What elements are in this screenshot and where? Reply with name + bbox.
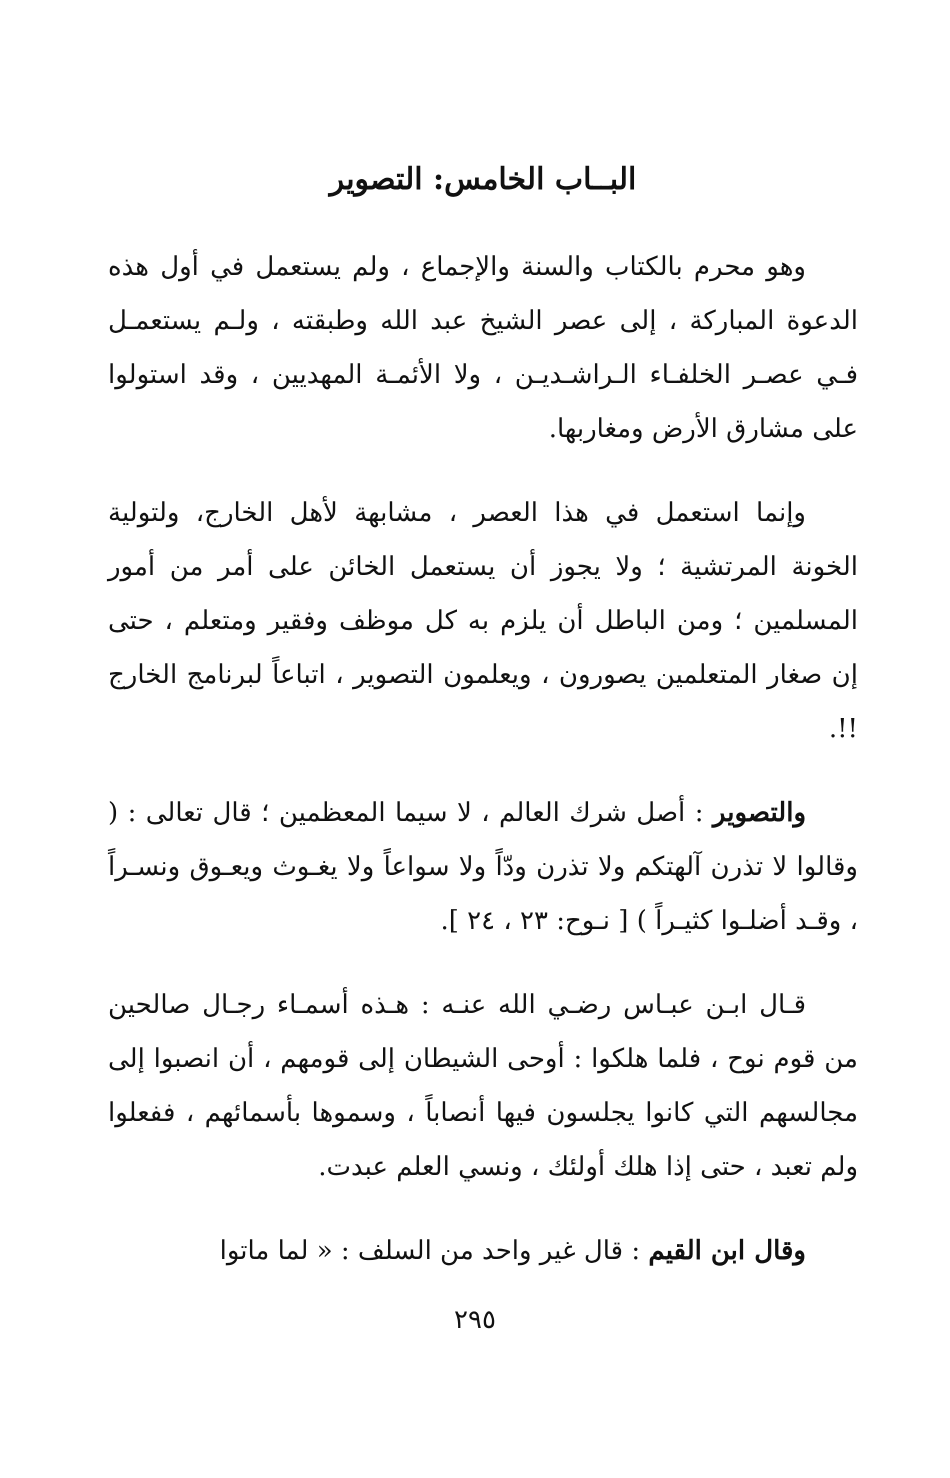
paragraph-5	[108, 1224, 858, 1278]
paragraph-2	[108, 486, 858, 756]
document-page	[108, 150, 858, 1368]
paragraph-4	[108, 978, 858, 1194]
paragraph-text: قـال ابـن عبـاس رضـي الله عنـه : هـذه أسمـاء رجـال صالحين من قوم نوح ، فلما هلكوا : أوحى الشيطان إلى قومهم ، أن انصبوا إلى مجالسهم التي كانوا يجلسون فيها أنصاباً ، وسموها بأسمائهم ، ففعلوا ولم تعبد ، حتى إذا هلك أولئك ، ونسي العلم عبدت.	[108, 990, 858, 1182]
paragraph-text: وإنما استعمل في هذا العصر ، مشابهة لأهل الخارج، ولتولية الخونة المرتشية ؛ ولا يجوز أن يستعمل الخائن على أمر من أمور المسلمين ؛ ومن الباطل أن يلزم به كل موظف وفقير ومتعلم ، حتى إن صغار المتعلمين يصورون ، ويعلمون التصوير ، اتباعاً لبرنامج الخارج !!.	[108, 498, 858, 744]
paragraph-lead: وقال ابن القيم	[648, 1236, 806, 1266]
paragraph-text: : أصل شرك العالم ، لا سيما المعظمين ؛ قال تعالى : ( وقالوا لا تذرن آلهتكم ولا تذرن ودّاً ولا سواعاً ولا يغـوث ويعـوق ونسـراً ، وقـد أضلـوا كثيـراً ) [ نـوح: ٢٣ ، ٢٤ ].	[108, 798, 858, 936]
chapter-title: البــاب الخامس: التصوير	[329, 162, 637, 197]
paragraph-3	[108, 786, 858, 948]
paragraph-text: : قال غير واحد من السلف : « لما ماتوا	[219, 1236, 649, 1266]
paragraph-text: وهو محرم بالكتاب والسنة والإجماع ، ولم يستعمل في أول هذه الدعوة المباركة ، إلى عصر الشيخ عبد الله وطبقته ، ولـم يستعمـل فـي عصـر الخلفـاء الـراشـديـن ، ولا الأئمـة المهديين ، وقد استولوا على مشارق الأرض ومغاربها.	[108, 252, 858, 444]
page-number: ٢٩٥	[454, 1305, 496, 1335]
paragraph-lead: والتصوير	[712, 798, 806, 828]
paragraph-1	[108, 240, 858, 456]
